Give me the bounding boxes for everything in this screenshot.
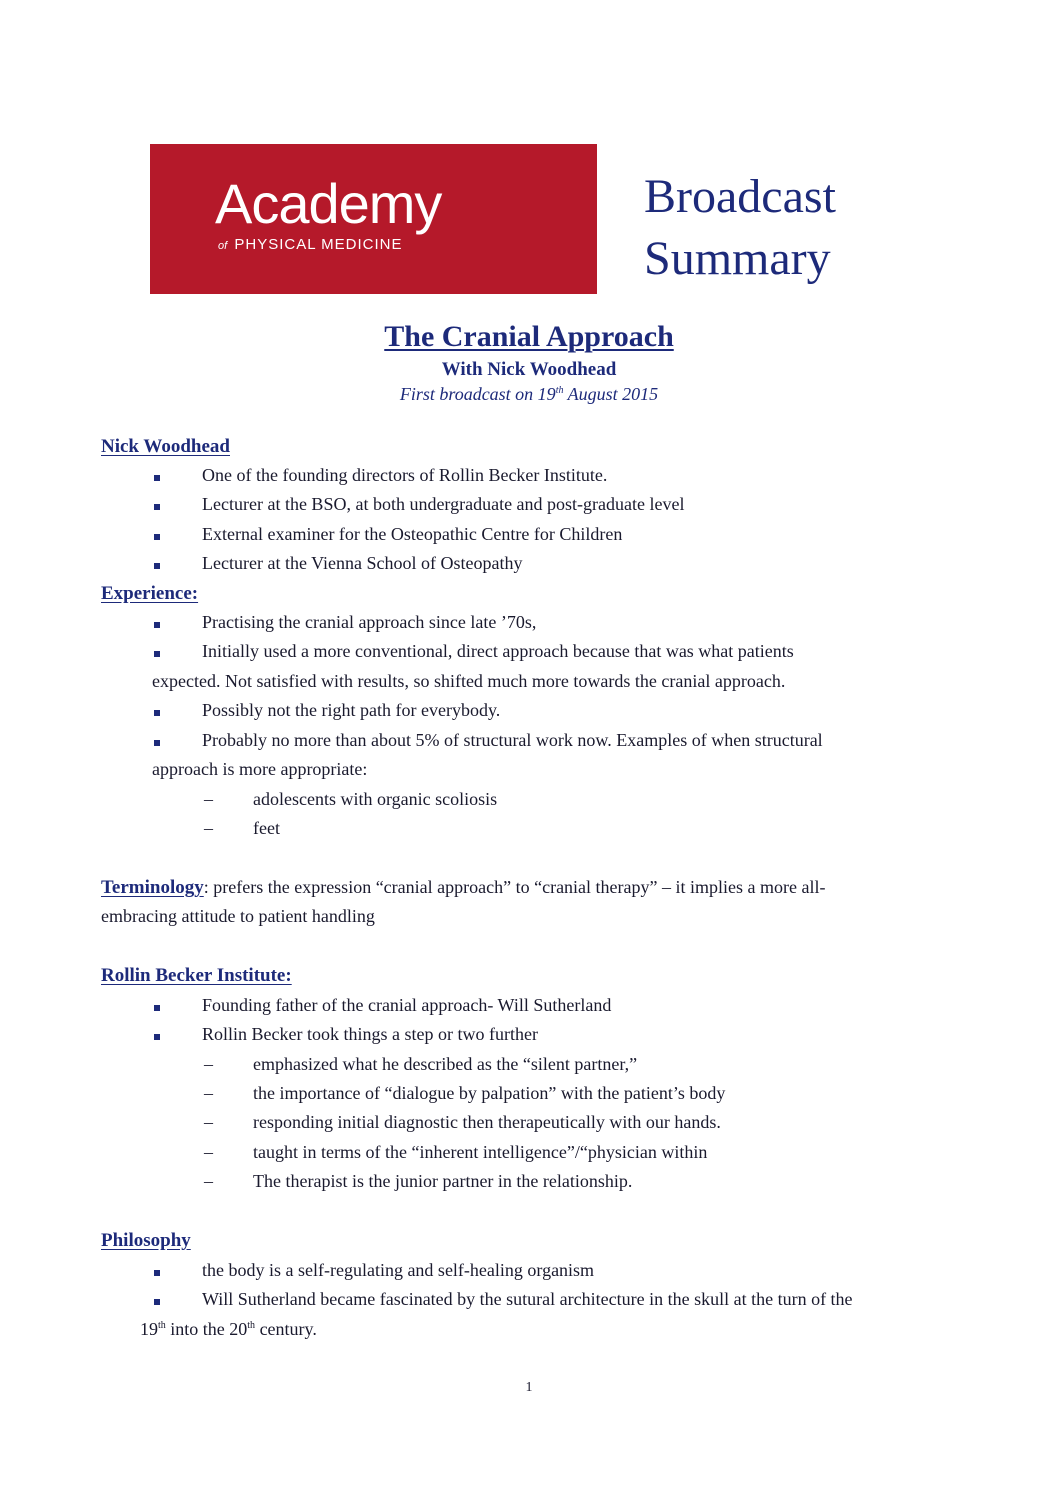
broadcast-line: Broadcast: [644, 170, 836, 223]
list-item: Lecturer at the Vienna School of Osteopathy: [202, 553, 523, 573]
list-item: Probably no more than about 5% of structural work now. Examples of when structural: [202, 730, 823, 750]
bullet: [154, 1299, 160, 1305]
dash-marker: –: [204, 1112, 213, 1132]
sub-item: adolescents with organic scoliosis: [253, 789, 498, 809]
terminology-continuation: embracing attitude to patient handling: [101, 906, 375, 926]
list-item: Possibly not the right path for everybody.: [202, 700, 501, 720]
date-sup: th: [555, 385, 564, 396]
list-item: External examiner for the Osteopathic Centre for Children: [202, 524, 623, 544]
bullet: [154, 1270, 160, 1276]
list-item-continuation: [140, 1319, 317, 1340]
bullet: [154, 651, 160, 657]
document-subtitle: With Nick Woodhead: [441, 359, 617, 380]
sub-item: taught in terms of the “inherent intelligence”/“physician within: [253, 1142, 708, 1162]
dash-marker: –: [204, 1142, 213, 1162]
sub-item: the importance of “dialogue by palpation” with the patient’s body: [253, 1083, 726, 1103]
broadcast-summary-title: [644, 166, 836, 290]
document-title: The Cranial Approach: [384, 320, 674, 353]
list-item: Founding father of the cranial approach- Will Sutherland: [202, 995, 612, 1015]
heading-terminology: Terminology: [101, 877, 204, 898]
list-item: Initially used a more conventional, direct approach because that was what patients: [202, 641, 794, 661]
date-prefix: First broadcast on 19: [399, 384, 556, 404]
bullet: [154, 710, 160, 716]
bullet: [154, 1034, 160, 1040]
heading-experience: Experience:: [101, 583, 199, 604]
bullet: [154, 622, 160, 628]
list-item: One of the founding directors of Rollin Becker Institute.: [202, 465, 608, 485]
list-item-continuation: expected. Not satisfied with results, so shifted much more towards the cranial approach.: [152, 671, 786, 691]
sub-item: The therapist is the junior partner in the relationship.: [253, 1171, 633, 1191]
sub-item: emphasized what he described as the “silent partner,”: [253, 1054, 638, 1074]
sub-item: feet: [253, 818, 280, 838]
list-item: Lecturer at the BSO, at both undergraduate and post-graduate level: [202, 494, 685, 514]
superscript: th: [158, 1320, 166, 1331]
logo-wordmark: Academy: [215, 172, 442, 235]
logo-of: of: [218, 240, 228, 252]
bullet: [154, 534, 160, 540]
bullet: [154, 504, 160, 510]
bullet: [154, 1005, 160, 1011]
text-run: century.: [255, 1319, 317, 1339]
text-run: into the 20: [165, 1319, 248, 1339]
sub-item: responding initial diagnostic then therapeutically with our hands.: [253, 1112, 721, 1132]
dash-marker: –: [204, 1083, 213, 1103]
logo-subtitle: [218, 236, 403, 253]
list-item: Rollin Becker took things a step or two further: [202, 1024, 538, 1044]
dash-marker: –: [204, 1054, 213, 1074]
dash-marker: –: [204, 818, 213, 838]
terminology-paragraph: [101, 877, 825, 899]
logo-sub-text: PHYSICAL MEDICINE: [234, 236, 403, 253]
broadcast-date: [0, 384, 1058, 405]
text-run: 19: [140, 1319, 158, 1339]
bullet: [154, 475, 160, 481]
summary-line: Summary: [644, 232, 831, 285]
heading-nick-woodhead: Nick Woodhead: [101, 436, 230, 457]
bullet: [154, 740, 160, 746]
list-item: the body is a self-regulating and self-healing organism: [202, 1260, 595, 1280]
page-number: 1: [525, 1380, 533, 1395]
academy-logo: [150, 144, 597, 294]
list-item-continuation: approach is more appropriate:: [152, 759, 368, 779]
superscript: th: [247, 1320, 256, 1331]
date-suffix: August 2015: [563, 384, 659, 404]
heading-rollin-becker-institute: Rollin Becker Institute:: [101, 965, 292, 986]
dash-marker: –: [204, 789, 213, 809]
dash-marker: –: [204, 1171, 213, 1191]
list-item: Practising the cranial approach since late ’70s,: [202, 612, 537, 632]
list-item: Will Sutherland became fascinated by the sutural architecture in the skull at the turn of the: [202, 1289, 853, 1309]
bullet: [154, 563, 160, 569]
heading-philosophy: Philosophy: [101, 1230, 191, 1251]
terminology-text: : prefers the expression “cranial approach” to “cranial therapy” – it implies a more all-: [203, 877, 826, 897]
